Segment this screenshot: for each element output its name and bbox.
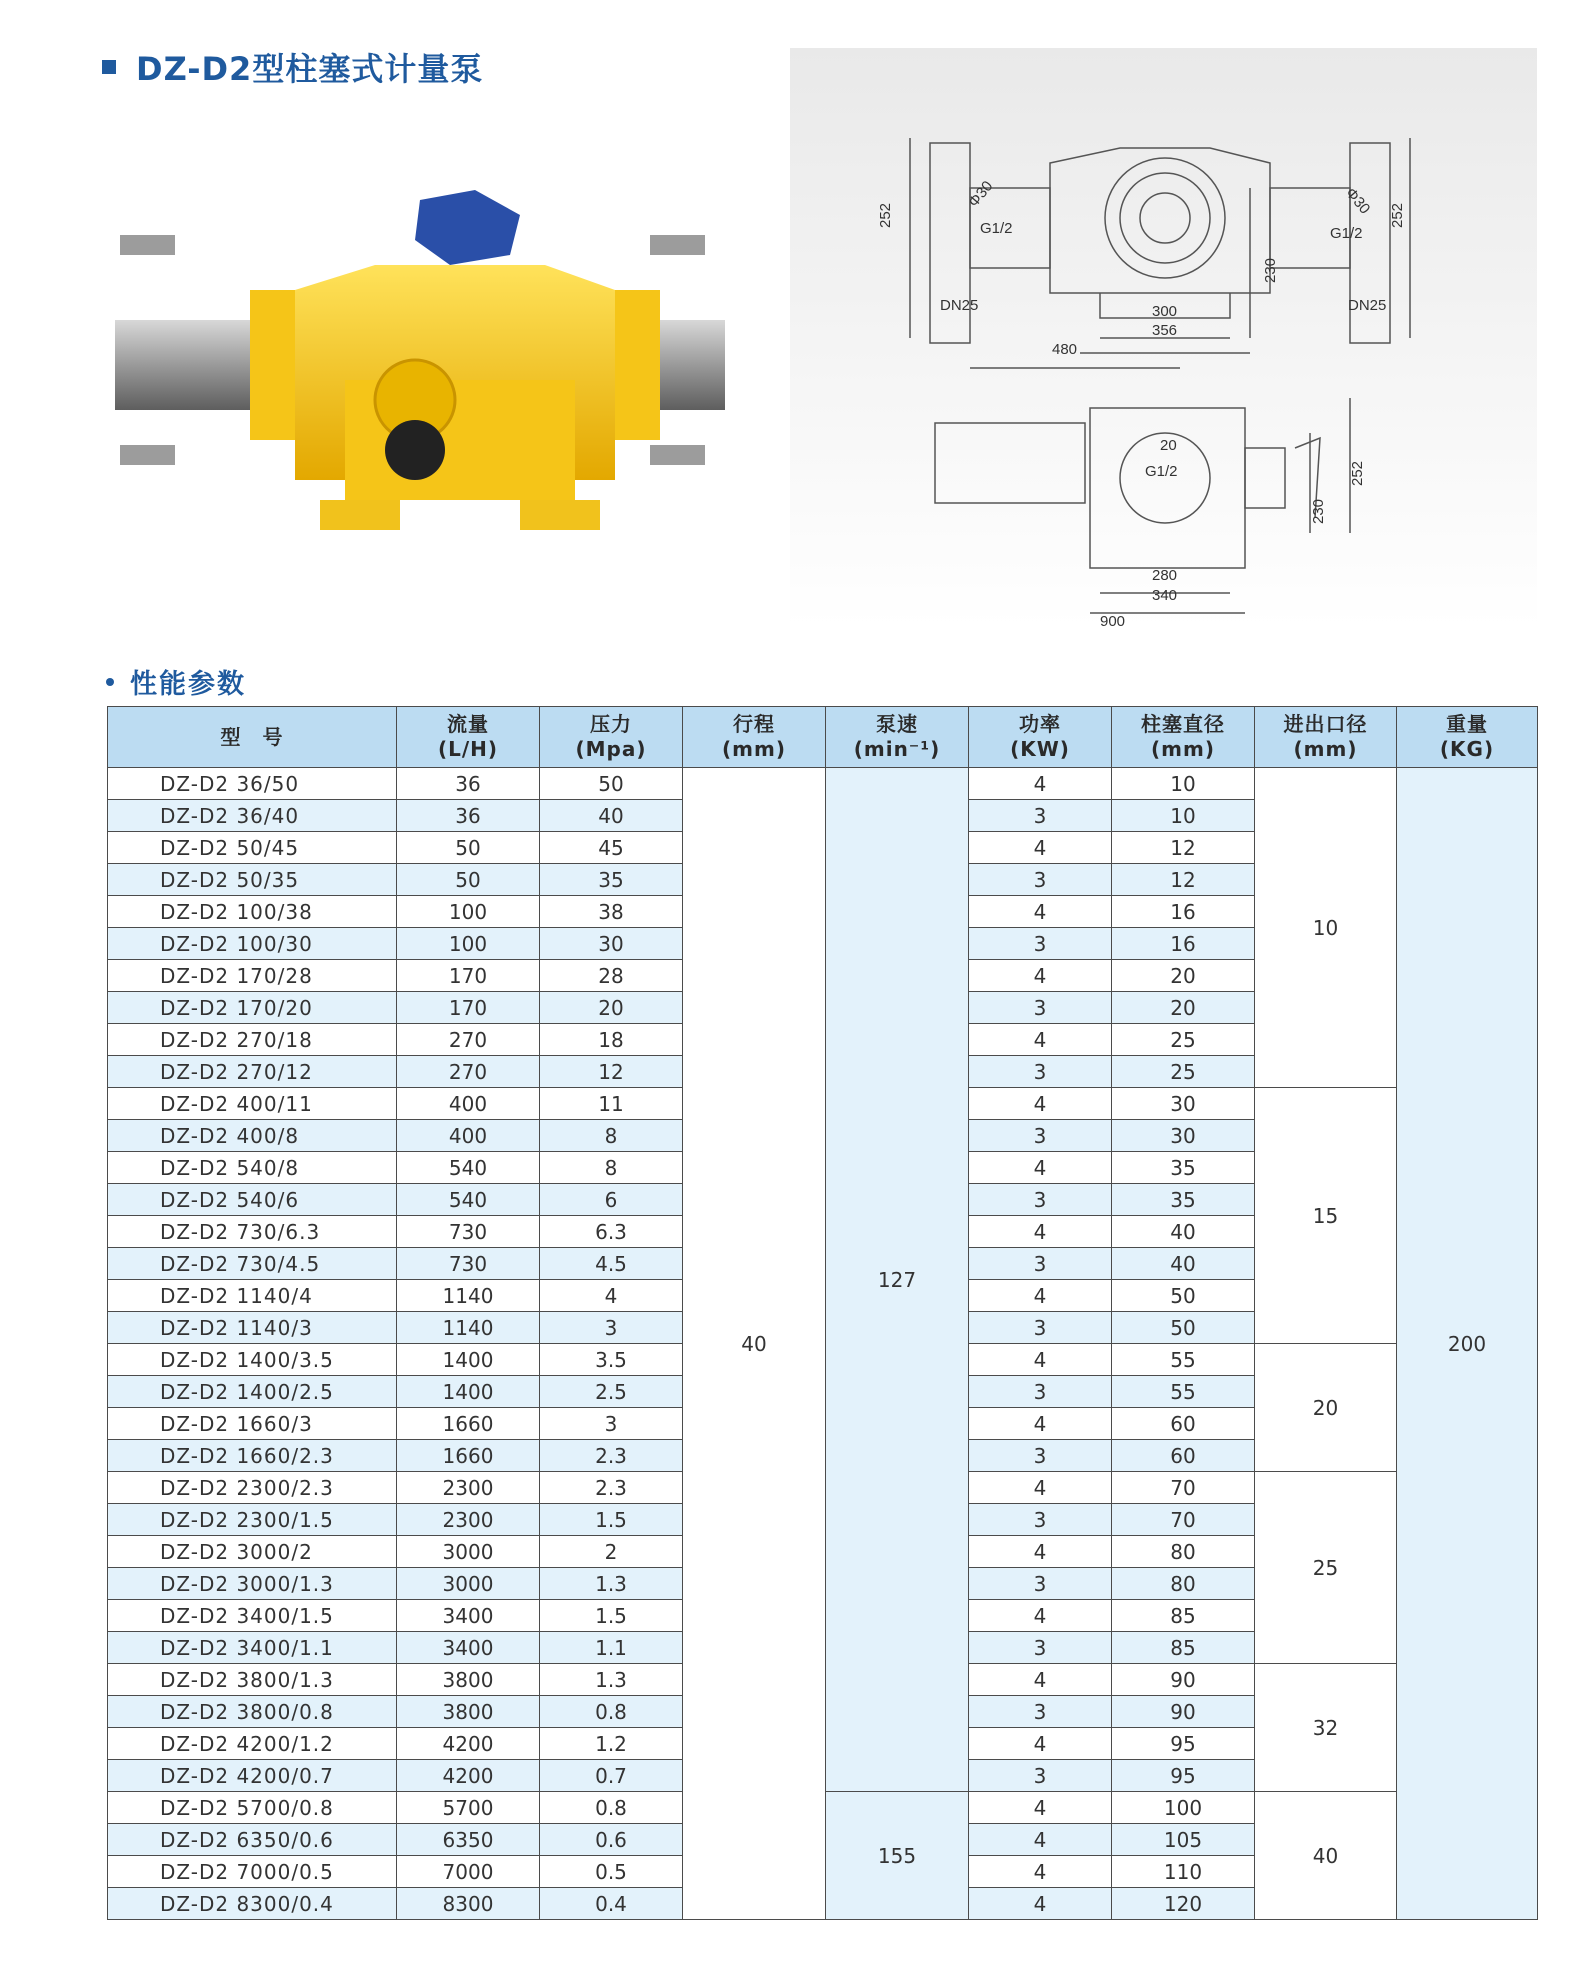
cell-power: 4 bbox=[969, 1792, 1112, 1824]
table-row bbox=[108, 768, 1538, 800]
cell-flow: 3000 bbox=[397, 1568, 540, 1600]
cell-plunger: 40 bbox=[1112, 1216, 1255, 1248]
cell-power: 3 bbox=[969, 1376, 1112, 1408]
cell-plunger: 16 bbox=[1112, 896, 1255, 928]
dim-bottom-20: 20 bbox=[1160, 437, 1177, 454]
cell-pressure: 6.3 bbox=[540, 1216, 683, 1248]
cell-plunger: 80 bbox=[1112, 1536, 1255, 1568]
cell-plunger: 90 bbox=[1112, 1664, 1255, 1696]
cell-flow: 100 bbox=[397, 928, 540, 960]
cell-power: 3 bbox=[969, 1120, 1112, 1152]
table-body bbox=[108, 768, 1538, 1920]
cell-power: 4 bbox=[969, 768, 1112, 800]
cell-flow: 50 bbox=[397, 864, 540, 896]
dim-top-left-252: 252 bbox=[877, 202, 894, 228]
header-weight: 重量 (KG) bbox=[1397, 707, 1538, 768]
cell-plunger: 55 bbox=[1112, 1344, 1255, 1376]
cell-plunger: 50 bbox=[1112, 1280, 1255, 1312]
cell-flow: 270 bbox=[397, 1024, 540, 1056]
cell-power: 4 bbox=[969, 1088, 1112, 1120]
cell-pressure: 1.3 bbox=[540, 1664, 683, 1696]
cell-model: DZ-D2 50/35 bbox=[108, 864, 397, 896]
cell-power: 3 bbox=[969, 992, 1112, 1024]
cell-model: DZ-D2 5700/0.8 bbox=[108, 1792, 397, 1824]
cell-flow: 4200 bbox=[397, 1760, 540, 1792]
cell-model: DZ-D2 270/12 bbox=[108, 1056, 397, 1088]
dim-top-356: 356 bbox=[1152, 322, 1178, 339]
cell-plunger: 20 bbox=[1112, 960, 1255, 992]
cell-model: DZ-D2 7000/0.5 bbox=[108, 1856, 397, 1888]
cell-pressure: 20 bbox=[540, 992, 683, 1024]
cell-power: 3 bbox=[969, 1312, 1112, 1344]
dim-top-300: 300 bbox=[1152, 303, 1178, 320]
cell-model: DZ-D2 730/4.5 bbox=[108, 1248, 397, 1280]
dim-bottom-900: 900 bbox=[1100, 613, 1126, 628]
cell-power: 4 bbox=[969, 1728, 1112, 1760]
cell-flow: 1660 bbox=[397, 1440, 540, 1472]
cell-model: DZ-D2 3800/0.8 bbox=[108, 1696, 397, 1728]
cell-power: 3 bbox=[969, 1248, 1112, 1280]
cell-power: 3 bbox=[969, 864, 1112, 896]
cell-flow: 540 bbox=[397, 1152, 540, 1184]
cell-model: DZ-D2 1660/2.3 bbox=[108, 1440, 397, 1472]
cell-pressure: 2.3 bbox=[540, 1472, 683, 1504]
cell-model: DZ-D2 3800/1.3 bbox=[108, 1664, 397, 1696]
cell-plunger: 25 bbox=[1112, 1056, 1255, 1088]
cell-flow: 170 bbox=[397, 960, 540, 992]
cell-flow: 3400 bbox=[397, 1632, 540, 1664]
cell-power: 4 bbox=[969, 1408, 1112, 1440]
dim-top-right-dn25: DN25 bbox=[1348, 297, 1387, 314]
cell-pressure: 8 bbox=[540, 1152, 683, 1184]
header-power: 功率 (KW) bbox=[969, 707, 1112, 768]
dim-top-left-g12: G1/2 bbox=[980, 220, 1013, 237]
cell-plunger: 35 bbox=[1112, 1152, 1255, 1184]
cell-model: DZ-D2 2300/2.3 bbox=[108, 1472, 397, 1504]
cell-pressure: 1.5 bbox=[540, 1600, 683, 1632]
cell-flow: 3800 bbox=[397, 1664, 540, 1696]
cell-pressure: 18 bbox=[540, 1024, 683, 1056]
cell-plunger: 80 bbox=[1112, 1568, 1255, 1600]
cell-plunger: 90 bbox=[1112, 1696, 1255, 1728]
cell-pump-speed: 127 bbox=[826, 768, 969, 1792]
cell-port: 10 bbox=[1255, 768, 1397, 1088]
cell-flow: 1140 bbox=[397, 1312, 540, 1344]
cell-port: 40 bbox=[1255, 1792, 1397, 1920]
cell-plunger: 16 bbox=[1112, 928, 1255, 960]
cell-pressure: 12 bbox=[540, 1056, 683, 1088]
cell-plunger: 35 bbox=[1112, 1184, 1255, 1216]
header-pump-speed: 泵速 (min⁻¹) bbox=[826, 707, 969, 768]
cell-pressure: 4.5 bbox=[540, 1248, 683, 1280]
cell-flow: 400 bbox=[397, 1120, 540, 1152]
cell-plunger: 30 bbox=[1112, 1120, 1255, 1152]
cell-plunger: 10 bbox=[1112, 768, 1255, 800]
cell-model: DZ-D2 100/30 bbox=[108, 928, 397, 960]
dim-top-480: 480 bbox=[1052, 341, 1078, 358]
cell-flow: 540 bbox=[397, 1184, 540, 1216]
cell-model: DZ-D2 2300/1.5 bbox=[108, 1504, 397, 1536]
performance-table bbox=[107, 706, 1538, 1920]
cell-pressure: 50 bbox=[540, 768, 683, 800]
cell-model: DZ-D2 270/18 bbox=[108, 1024, 397, 1056]
cell-power: 4 bbox=[969, 1216, 1112, 1248]
cell-plunger: 40 bbox=[1112, 1248, 1255, 1280]
cell-port: 20 bbox=[1255, 1344, 1397, 1472]
cell-pressure: 3 bbox=[540, 1408, 683, 1440]
cell-pressure: 0.6 bbox=[540, 1824, 683, 1856]
table-header-row bbox=[108, 707, 1538, 768]
cell-model: DZ-D2 540/6 bbox=[108, 1184, 397, 1216]
cell-pressure: 1.3 bbox=[540, 1568, 683, 1600]
header-plunger-diameter: 柱塞直径 (mm) bbox=[1112, 707, 1255, 768]
cell-flow: 730 bbox=[397, 1216, 540, 1248]
cell-flow: 1660 bbox=[397, 1408, 540, 1440]
cell-model: DZ-D2 1140/3 bbox=[108, 1312, 397, 1344]
cell-plunger: 100 bbox=[1112, 1792, 1255, 1824]
cell-pressure: 0.8 bbox=[540, 1792, 683, 1824]
dim-bottom-340: 340 bbox=[1152, 587, 1178, 604]
cell-power: 3 bbox=[969, 1056, 1112, 1088]
cell-model: DZ-D2 50/45 bbox=[108, 832, 397, 864]
cell-plunger: 50 bbox=[1112, 1312, 1255, 1344]
cell-stroke: 40 bbox=[683, 768, 826, 1920]
cell-power: 4 bbox=[969, 1472, 1112, 1504]
cell-pressure: 40 bbox=[540, 800, 683, 832]
header-port-diameter: 进出口径 (mm) bbox=[1255, 707, 1397, 768]
cell-model: DZ-D2 3400/1.1 bbox=[108, 1632, 397, 1664]
cell-pressure: 45 bbox=[540, 832, 683, 864]
cell-model: DZ-D2 730/6.3 bbox=[108, 1216, 397, 1248]
cell-power: 4 bbox=[969, 1856, 1112, 1888]
section-title: 性能参数 bbox=[130, 669, 246, 700]
cell-plunger: 95 bbox=[1112, 1728, 1255, 1760]
cell-pressure: 0.8 bbox=[540, 1696, 683, 1728]
cell-flow: 1140 bbox=[397, 1280, 540, 1312]
cell-power: 4 bbox=[969, 1024, 1112, 1056]
dim-top-left-dn25: DN25 bbox=[940, 297, 979, 314]
cell-power: 3 bbox=[969, 1184, 1112, 1216]
cell-model: DZ-D2 4200/1.2 bbox=[108, 1728, 397, 1760]
cell-model: DZ-D2 36/40 bbox=[108, 800, 397, 832]
cell-flow: 170 bbox=[397, 992, 540, 1024]
cell-model: DZ-D2 1660/3 bbox=[108, 1408, 397, 1440]
header-pressure: 压力 (Mpa) bbox=[540, 707, 683, 768]
dimension-drawing-panel bbox=[790, 48, 1537, 628]
cell-flow: 1400 bbox=[397, 1344, 540, 1376]
title-square-bullet bbox=[102, 60, 116, 74]
section-bullet bbox=[106, 678, 114, 686]
cell-model: DZ-D2 3400/1.5 bbox=[108, 1600, 397, 1632]
cell-flow: 8300 bbox=[397, 1888, 540, 1920]
cell-flow: 5700 bbox=[397, 1792, 540, 1824]
cell-plunger: 105 bbox=[1112, 1824, 1255, 1856]
dim-bottom-252: 252 bbox=[1349, 460, 1366, 486]
cell-power: 4 bbox=[969, 1824, 1112, 1856]
cell-plunger: 60 bbox=[1112, 1408, 1255, 1440]
page-title bbox=[102, 44, 483, 90]
cell-plunger: 110 bbox=[1112, 1856, 1255, 1888]
pump-photo bbox=[115, 180, 725, 535]
cell-flow: 730 bbox=[397, 1248, 540, 1280]
cell-power: 4 bbox=[969, 1536, 1112, 1568]
cell-power: 3 bbox=[969, 1504, 1112, 1536]
cell-model: DZ-D2 540/8 bbox=[108, 1152, 397, 1184]
cell-pressure: 2.3 bbox=[540, 1440, 683, 1472]
cell-model: DZ-D2 6350/0.6 bbox=[108, 1824, 397, 1856]
dim-top-right-g12: G1/2 bbox=[1330, 225, 1363, 242]
cell-power: 4 bbox=[969, 1344, 1112, 1376]
cell-power: 3 bbox=[969, 1440, 1112, 1472]
cell-power: 4 bbox=[969, 896, 1112, 928]
dimension-drawing bbox=[790, 48, 1537, 628]
cell-model: DZ-D2 170/20 bbox=[108, 992, 397, 1024]
cell-plunger: 10 bbox=[1112, 800, 1255, 832]
title-text: DZ-D2型柱塞式计量泵 bbox=[136, 50, 484, 88]
cell-power: 4 bbox=[969, 832, 1112, 864]
cell-pressure: 28 bbox=[540, 960, 683, 992]
cell-pressure: 2.5 bbox=[540, 1376, 683, 1408]
cell-model: DZ-D2 1400/3.5 bbox=[108, 1344, 397, 1376]
cell-flow: 3400 bbox=[397, 1600, 540, 1632]
cell-plunger: 85 bbox=[1112, 1600, 1255, 1632]
cell-pressure: 1.2 bbox=[540, 1728, 683, 1760]
cell-power: 3 bbox=[969, 1568, 1112, 1600]
dim-bottom-g12: G1/2 bbox=[1145, 463, 1178, 480]
cell-plunger: 85 bbox=[1112, 1632, 1255, 1664]
cell-plunger: 12 bbox=[1112, 832, 1255, 864]
cell-power: 4 bbox=[969, 1280, 1112, 1312]
cell-power: 4 bbox=[969, 960, 1112, 992]
cell-flow: 3800 bbox=[397, 1696, 540, 1728]
cell-power: 4 bbox=[969, 1888, 1112, 1920]
cell-plunger: 12 bbox=[1112, 864, 1255, 896]
cell-pressure: 35 bbox=[540, 864, 683, 896]
cell-pressure: 30 bbox=[540, 928, 683, 960]
cell-model: DZ-D2 36/50 bbox=[108, 768, 397, 800]
dim-bottom-230: 230 bbox=[1310, 498, 1327, 524]
cell-pressure: 11 bbox=[540, 1088, 683, 1120]
cell-model: DZ-D2 400/11 bbox=[108, 1088, 397, 1120]
cell-weight: 200 bbox=[1397, 768, 1538, 1920]
cell-pump-speed: 155 bbox=[826, 1792, 969, 1920]
cell-power: 4 bbox=[969, 1600, 1112, 1632]
cell-pressure: 38 bbox=[540, 896, 683, 928]
cell-plunger: 70 bbox=[1112, 1504, 1255, 1536]
cell-power: 3 bbox=[969, 800, 1112, 832]
cell-flow: 36 bbox=[397, 768, 540, 800]
cell-plunger: 95 bbox=[1112, 1760, 1255, 1792]
cell-port: 25 bbox=[1255, 1472, 1397, 1664]
cell-plunger: 120 bbox=[1112, 1888, 1255, 1920]
cell-flow: 7000 bbox=[397, 1856, 540, 1888]
dim-top-left-phi30: Φ30 bbox=[965, 177, 997, 211]
header-stroke: 行程 (mm) bbox=[683, 707, 826, 768]
cell-flow: 270 bbox=[397, 1056, 540, 1088]
cell-flow: 1400 bbox=[397, 1376, 540, 1408]
cell-pressure: 1.5 bbox=[540, 1504, 683, 1536]
header-model: 型 号 bbox=[108, 707, 397, 768]
cell-model: DZ-D2 100/38 bbox=[108, 896, 397, 928]
cell-flow: 4200 bbox=[397, 1728, 540, 1760]
cell-flow: 6350 bbox=[397, 1824, 540, 1856]
cell-power: 3 bbox=[969, 1696, 1112, 1728]
cell-flow: 100 bbox=[397, 896, 540, 928]
cell-port: 32 bbox=[1255, 1664, 1397, 1792]
cell-model: DZ-D2 1400/2.5 bbox=[108, 1376, 397, 1408]
cell-plunger: 55 bbox=[1112, 1376, 1255, 1408]
cell-model: DZ-D2 4200/0.7 bbox=[108, 1760, 397, 1792]
cell-pressure: 3 bbox=[540, 1312, 683, 1344]
cell-pressure: 6 bbox=[540, 1184, 683, 1216]
cell-model: DZ-D2 170/28 bbox=[108, 960, 397, 992]
cell-model: DZ-D2 3000/2 bbox=[108, 1536, 397, 1568]
cell-model: DZ-D2 1140/4 bbox=[108, 1280, 397, 1312]
cell-power: 3 bbox=[969, 1632, 1112, 1664]
cell-model: DZ-D2 400/8 bbox=[108, 1120, 397, 1152]
cell-plunger: 60 bbox=[1112, 1440, 1255, 1472]
cell-pressure: 8 bbox=[540, 1120, 683, 1152]
dim-top-right-252: 252 bbox=[1389, 202, 1406, 228]
cell-model: DZ-D2 8300/0.4 bbox=[108, 1888, 397, 1920]
cell-pressure: 0.4 bbox=[540, 1888, 683, 1920]
cell-flow: 2300 bbox=[397, 1472, 540, 1504]
cell-flow: 2300 bbox=[397, 1504, 540, 1536]
cell-power: 3 bbox=[969, 1760, 1112, 1792]
dim-bottom-280: 280 bbox=[1152, 567, 1178, 584]
cell-power: 4 bbox=[969, 1152, 1112, 1184]
header-flow: 流量 (L/H) bbox=[397, 707, 540, 768]
cell-pressure: 4 bbox=[540, 1280, 683, 1312]
cell-plunger: 20 bbox=[1112, 992, 1255, 1024]
dim-top-right-phi30: Φ30 bbox=[1341, 184, 1374, 218]
cell-model: DZ-D2 3000/1.3 bbox=[108, 1568, 397, 1600]
cell-plunger: 70 bbox=[1112, 1472, 1255, 1504]
cell-pressure: 2 bbox=[540, 1536, 683, 1568]
dim-top-230: 230 bbox=[1262, 257, 1279, 283]
cell-flow: 400 bbox=[397, 1088, 540, 1120]
cell-power: 4 bbox=[969, 1664, 1112, 1696]
cell-pressure: 0.7 bbox=[540, 1760, 683, 1792]
cell-plunger: 30 bbox=[1112, 1088, 1255, 1120]
cell-flow: 50 bbox=[397, 832, 540, 864]
cell-flow: 3000 bbox=[397, 1536, 540, 1568]
cell-plunger: 25 bbox=[1112, 1024, 1255, 1056]
cell-flow: 36 bbox=[397, 800, 540, 832]
cell-pressure: 3.5 bbox=[540, 1344, 683, 1376]
cell-pressure: 0.5 bbox=[540, 1856, 683, 1888]
cell-power: 3 bbox=[969, 928, 1112, 960]
cell-pressure: 1.1 bbox=[540, 1632, 683, 1664]
cell-port: 15 bbox=[1255, 1088, 1397, 1344]
section-heading bbox=[106, 662, 246, 701]
